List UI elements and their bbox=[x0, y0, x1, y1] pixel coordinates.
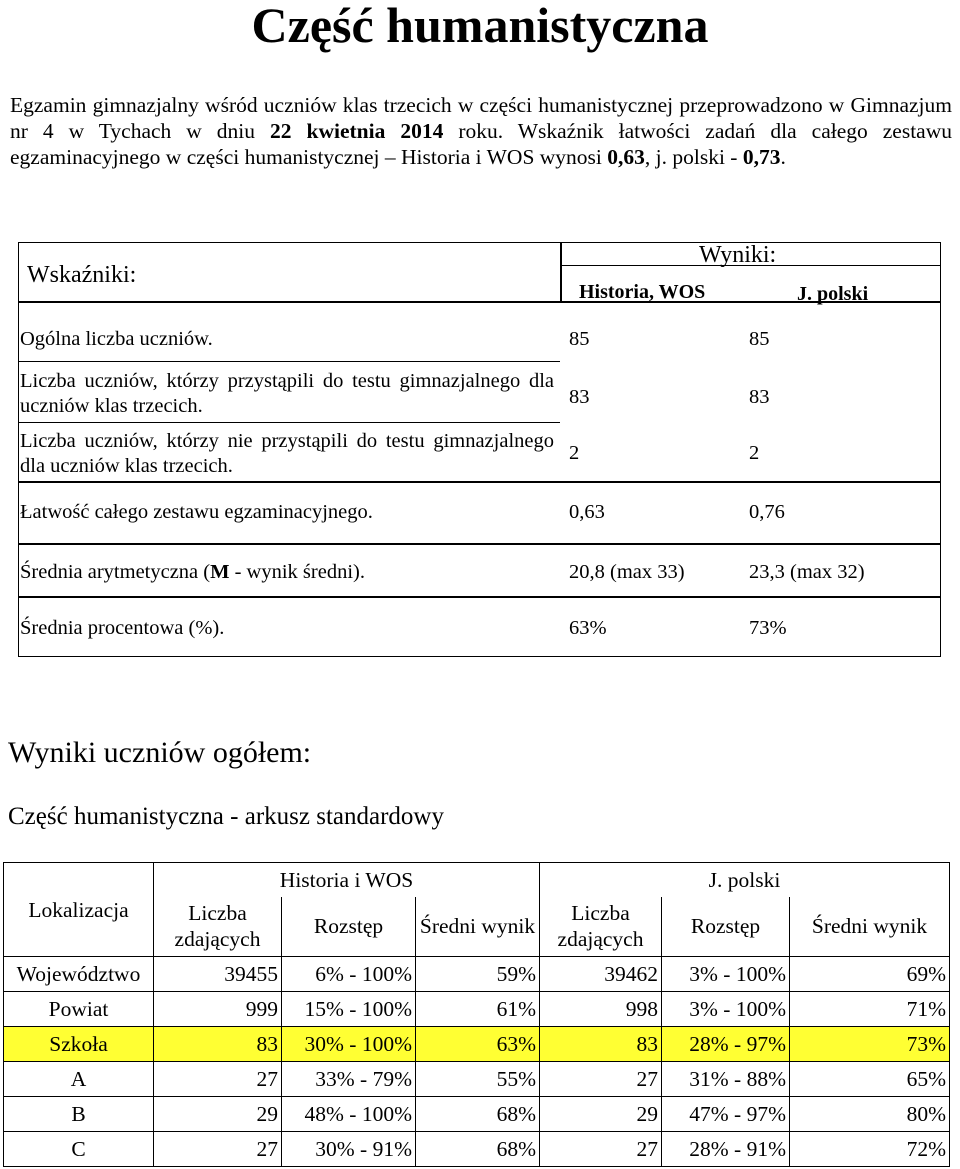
location-cell: A bbox=[4, 1062, 154, 1097]
range-cell: 48% - 100% bbox=[282, 1097, 416, 1132]
results-header: Wyniki: bbox=[699, 242, 777, 268]
count-cell: 39455 bbox=[154, 957, 282, 992]
location-header: Lokalizacja bbox=[4, 863, 154, 957]
indicator-label: Liczba uczniów, którzy przystąpili do testu gimnazjalnego dla uczniów klas trzecich. bbox=[20, 370, 554, 417]
table-row bbox=[4, 1027, 950, 1062]
indicators-header: Wskaźniki: bbox=[27, 262, 137, 288]
table-row bbox=[4, 992, 950, 1027]
results-body bbox=[4, 957, 950, 1167]
average-cell: 69% bbox=[790, 957, 950, 992]
count-cell: 83 bbox=[540, 1027, 662, 1062]
count-cell: 83 bbox=[154, 1027, 282, 1062]
count-cell: 998 bbox=[540, 992, 662, 1027]
average-cell: 59% bbox=[416, 957, 540, 992]
location-cell: B bbox=[4, 1097, 154, 1132]
average-cell: 68% bbox=[416, 1132, 540, 1167]
count-cell: 27 bbox=[154, 1132, 282, 1167]
range-cell: 47% - 97% bbox=[662, 1097, 790, 1132]
indicator-label: Liczba uczniów, którzy nie przystąpili do testu gimnazjalnego dla uczniów klas trzecich. bbox=[20, 430, 554, 477]
table-row bbox=[4, 1062, 950, 1097]
average-cell: 55% bbox=[416, 1062, 540, 1097]
count-cell: 27 bbox=[540, 1062, 662, 1097]
range-cell: 28% - 97% bbox=[662, 1027, 790, 1062]
polish-value: 83 bbox=[749, 386, 770, 408]
intro-date: 22 kwietnia 2014 bbox=[270, 119, 444, 143]
range-cell: 31% - 88% bbox=[662, 1062, 790, 1097]
range-header: Rozstęp bbox=[282, 897, 416, 957]
intro-value-history: 0,63 bbox=[607, 145, 645, 169]
history-value: 0,63 bbox=[569, 501, 605, 523]
intro-text: roku. Wskaźnik łatwości zadań dla całego zestawu egzaminacyjnego w części humanistycznej – Historia i WOS wynosi bbox=[10, 119, 953, 169]
section-title: Wyniki uczniów ogółem: bbox=[8, 736, 312, 769]
label-part-bold: M bbox=[210, 561, 230, 583]
table-row bbox=[4, 1097, 950, 1132]
location-cell: C bbox=[4, 1132, 154, 1167]
count-cell: 27 bbox=[540, 1132, 662, 1167]
average-cell: 71% bbox=[790, 992, 950, 1027]
location-cell: Powiat bbox=[4, 992, 154, 1027]
intro-value-polish: 0,73 bbox=[742, 145, 781, 169]
indicator-label bbox=[20, 560, 365, 585]
page-title: Część humanistyczna bbox=[251, 0, 709, 53]
intro-paragraph bbox=[10, 92, 952, 170]
range-cell: 15% - 100% bbox=[282, 992, 416, 1027]
polish-value: 23,3 (max 32) bbox=[749, 561, 865, 583]
history-value: 20,8 (max 33) bbox=[569, 561, 685, 583]
polish-value: 0,76 bbox=[749, 501, 785, 523]
range-cell: 3% - 100% bbox=[662, 957, 790, 992]
average-cell: 72% bbox=[790, 1132, 950, 1167]
intro-text: , j. polski - bbox=[644, 145, 743, 169]
history-value: 63% bbox=[569, 617, 607, 639]
history-value: 83 bbox=[569, 386, 590, 408]
summary-table bbox=[18, 242, 941, 657]
range-cell: 28% - 91% bbox=[662, 1132, 790, 1167]
average-cell: 63% bbox=[416, 1027, 540, 1062]
range-cell: 30% - 100% bbox=[282, 1027, 416, 1062]
indicator-label: Łatwość całego zestawu egzaminacyjnego. bbox=[20, 501, 373, 523]
count-cell: 39462 bbox=[540, 957, 662, 992]
count-cell: 27 bbox=[154, 1062, 282, 1097]
intro-text: . bbox=[780, 145, 786, 169]
polish-value: 2 bbox=[749, 442, 760, 464]
count-cell: 999 bbox=[154, 992, 282, 1027]
average-cell: 65% bbox=[790, 1062, 950, 1097]
average-cell: 61% bbox=[416, 992, 540, 1027]
group-header-polish: J. polski bbox=[540, 863, 950, 897]
count-header: Liczba zdających bbox=[540, 897, 662, 957]
table-row bbox=[4, 957, 950, 992]
count-cell: 29 bbox=[154, 1097, 282, 1132]
average-cell: 68% bbox=[416, 1097, 540, 1132]
label-part: Średnia arytmetyczna ( bbox=[20, 561, 211, 583]
average-header: Średni wynik bbox=[416, 897, 540, 957]
history-value: 85 bbox=[569, 328, 590, 350]
count-cell: 29 bbox=[540, 1097, 662, 1132]
results-table bbox=[3, 862, 950, 1167]
section-subtitle: Część humanistyczna - arkusz standardowy bbox=[8, 803, 444, 830]
range-cell: 6% - 100% bbox=[282, 957, 416, 992]
count-header: Liczba zdających bbox=[154, 897, 282, 957]
average-cell: 73% bbox=[790, 1027, 950, 1062]
range-cell: 30% - 91% bbox=[282, 1132, 416, 1167]
average-cell: 80% bbox=[790, 1097, 950, 1132]
group-header-history: Historia i WOS bbox=[154, 863, 540, 897]
label-part: - wynik średni). bbox=[229, 561, 365, 583]
column-header-polish: J. polski bbox=[797, 283, 869, 305]
indicator-label: Ogólna liczba uczniów. bbox=[20, 328, 213, 350]
column-header-history: Historia, WOS bbox=[579, 281, 706, 303]
range-cell: 3% - 100% bbox=[662, 992, 790, 1027]
indicator-label: Średnia procentowa (%). bbox=[20, 617, 225, 639]
average-header: Średni wynik bbox=[790, 897, 950, 957]
location-cell: Szkoła bbox=[4, 1027, 154, 1062]
range-header: Rozstęp bbox=[662, 897, 790, 957]
table-row bbox=[4, 1132, 950, 1167]
intro-text: Egzamin gimnazjalny wśród uczniów klas trzecich w części humanistycznej przeprowadzono w Gimnazjum nr 4 w Tychach w dniu bbox=[10, 93, 952, 143]
polish-value: 85 bbox=[749, 328, 770, 350]
range-cell: 33% - 79% bbox=[282, 1062, 416, 1097]
history-value: 2 bbox=[569, 442, 580, 464]
polish-value: 73% bbox=[749, 617, 787, 639]
location-cell: Województwo bbox=[4, 957, 154, 992]
